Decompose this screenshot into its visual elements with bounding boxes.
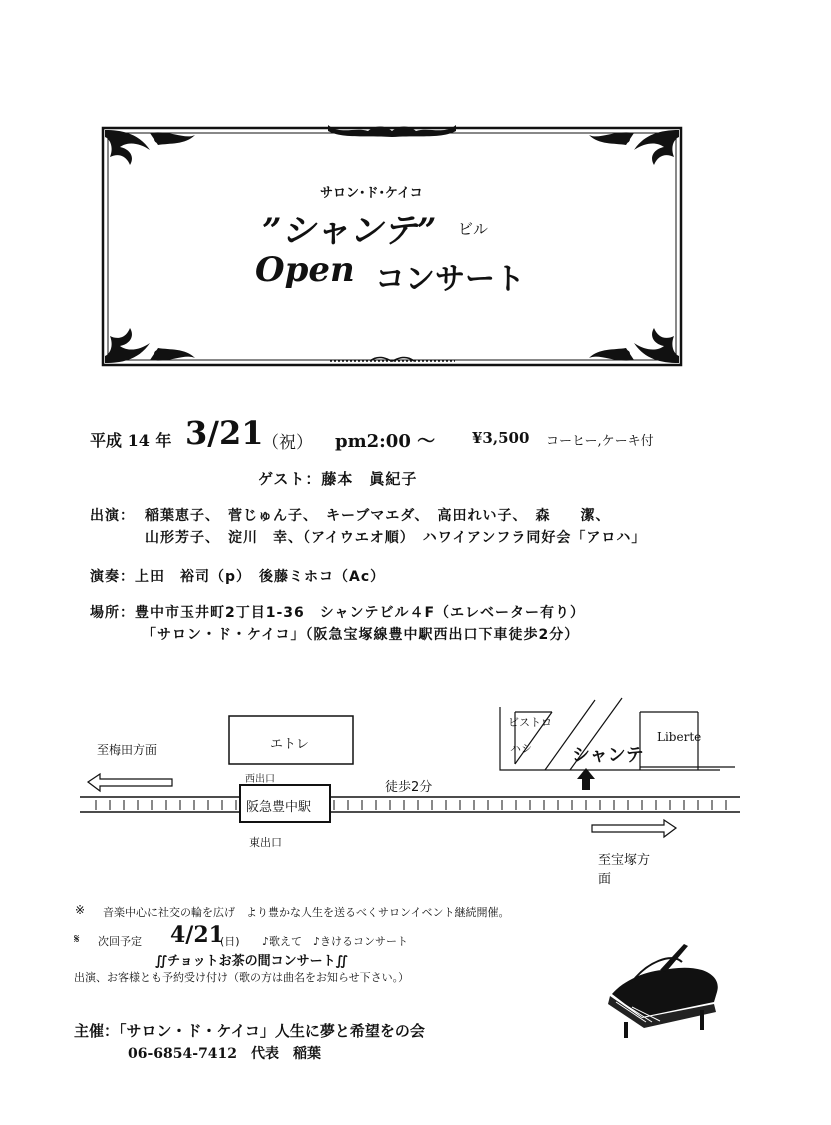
concert-title: コンサート — [375, 262, 525, 297]
station-label: 阪急豊中駅 — [246, 796, 311, 815]
bistro-label-2: ハシ — [510, 742, 532, 755]
to-takarazuka-label-2: 面 — [598, 872, 612, 887]
chante-label: シャンテ — [572, 745, 644, 766]
arrow-left-icon — [88, 774, 172, 791]
event-date: 3/21 — [185, 414, 264, 452]
open-title: Open — [255, 250, 355, 290]
note-mark-1: ※ — [75, 903, 86, 917]
guest-line: ゲスト：藤本 眞紀子 — [258, 470, 418, 488]
walk-label: 徒歩2分 — [385, 780, 433, 795]
next-date: 4/21 — [170, 922, 224, 948]
next-desc: ♪歌えて ♪きけるコンサート — [262, 935, 409, 948]
building-suffix: ビル — [458, 220, 489, 238]
tea-concert: ∬チョットお茶の間コンサート∬ — [155, 954, 348, 969]
players-line: 演奏：上田 裕司（p） 後藤ミホコ（Ac） — [90, 569, 386, 585]
piano-icon — [602, 942, 724, 1042]
event-time: pm2:00 ～ — [335, 431, 436, 452]
to-takarazuka-label-1: 至宝塚方 — [598, 853, 651, 868]
price-includes: コーヒー,ケーキ付 — [546, 434, 654, 449]
organizer-line2: 06-6854-7412 代表 稲葉 — [128, 1046, 322, 1062]
event-price: ¥3,500 — [472, 429, 530, 447]
performers-label: 出演： — [90, 508, 135, 524]
map-lines — [80, 698, 740, 837]
east-exit-label: 東出口 — [249, 836, 282, 849]
to-umeda-label: 至梅田方面 — [97, 743, 158, 757]
liberte-label: Liberte — [657, 730, 702, 744]
performers-line1: 稲葉恵子、 菅じゅん子、 キーブマエダ、 高田れい子、 森 潔、 — [145, 508, 611, 524]
etore-label: エトレ — [270, 737, 310, 752]
organizer-line1: 主催：「サロン・ド・ケイコ」人生に夢と希望をの会 — [74, 1022, 425, 1040]
next-label: 次回予定 — [98, 935, 142, 948]
segno-icon: 𝄋 — [74, 932, 80, 947]
note-1: 音楽中心に社交の輪を広げ より豊かな人生を送るべくサロンイベント継続開催。 — [103, 906, 510, 919]
up-arrow-icon — [577, 768, 595, 790]
reserve-note: 出演、お客様とも予約受け付け（歌の方は曲名をお知らせ下さい。） — [74, 971, 410, 984]
venue-line1: 場所：豊中市玉井町2丁目1-36 シャンテビル４F（エレベーター有り） — [90, 605, 586, 621]
venue-line2: 「サロン・ド・ケイコ」（阪急宝塚線豊中駅西出口下車徒歩2分） — [142, 627, 580, 643]
bistro-label-1: ビストロ — [508, 716, 552, 729]
holiday-mark: （祝） — [262, 433, 313, 453]
west-exit-label: 西出口 — [245, 774, 275, 785]
building-name: ”シャンテ” — [262, 211, 437, 251]
era-year: 平成 14 年 — [90, 431, 172, 450]
performers-line2: 山形芳子、 淀川 幸、（アイウエオ順） ハワイアンフラ同好会「アロハ」 — [145, 530, 647, 546]
salon-name: サロン･ド･ケイコ — [320, 186, 423, 201]
next-day: (日) — [220, 935, 240, 948]
arrow-right-icon — [592, 820, 676, 837]
